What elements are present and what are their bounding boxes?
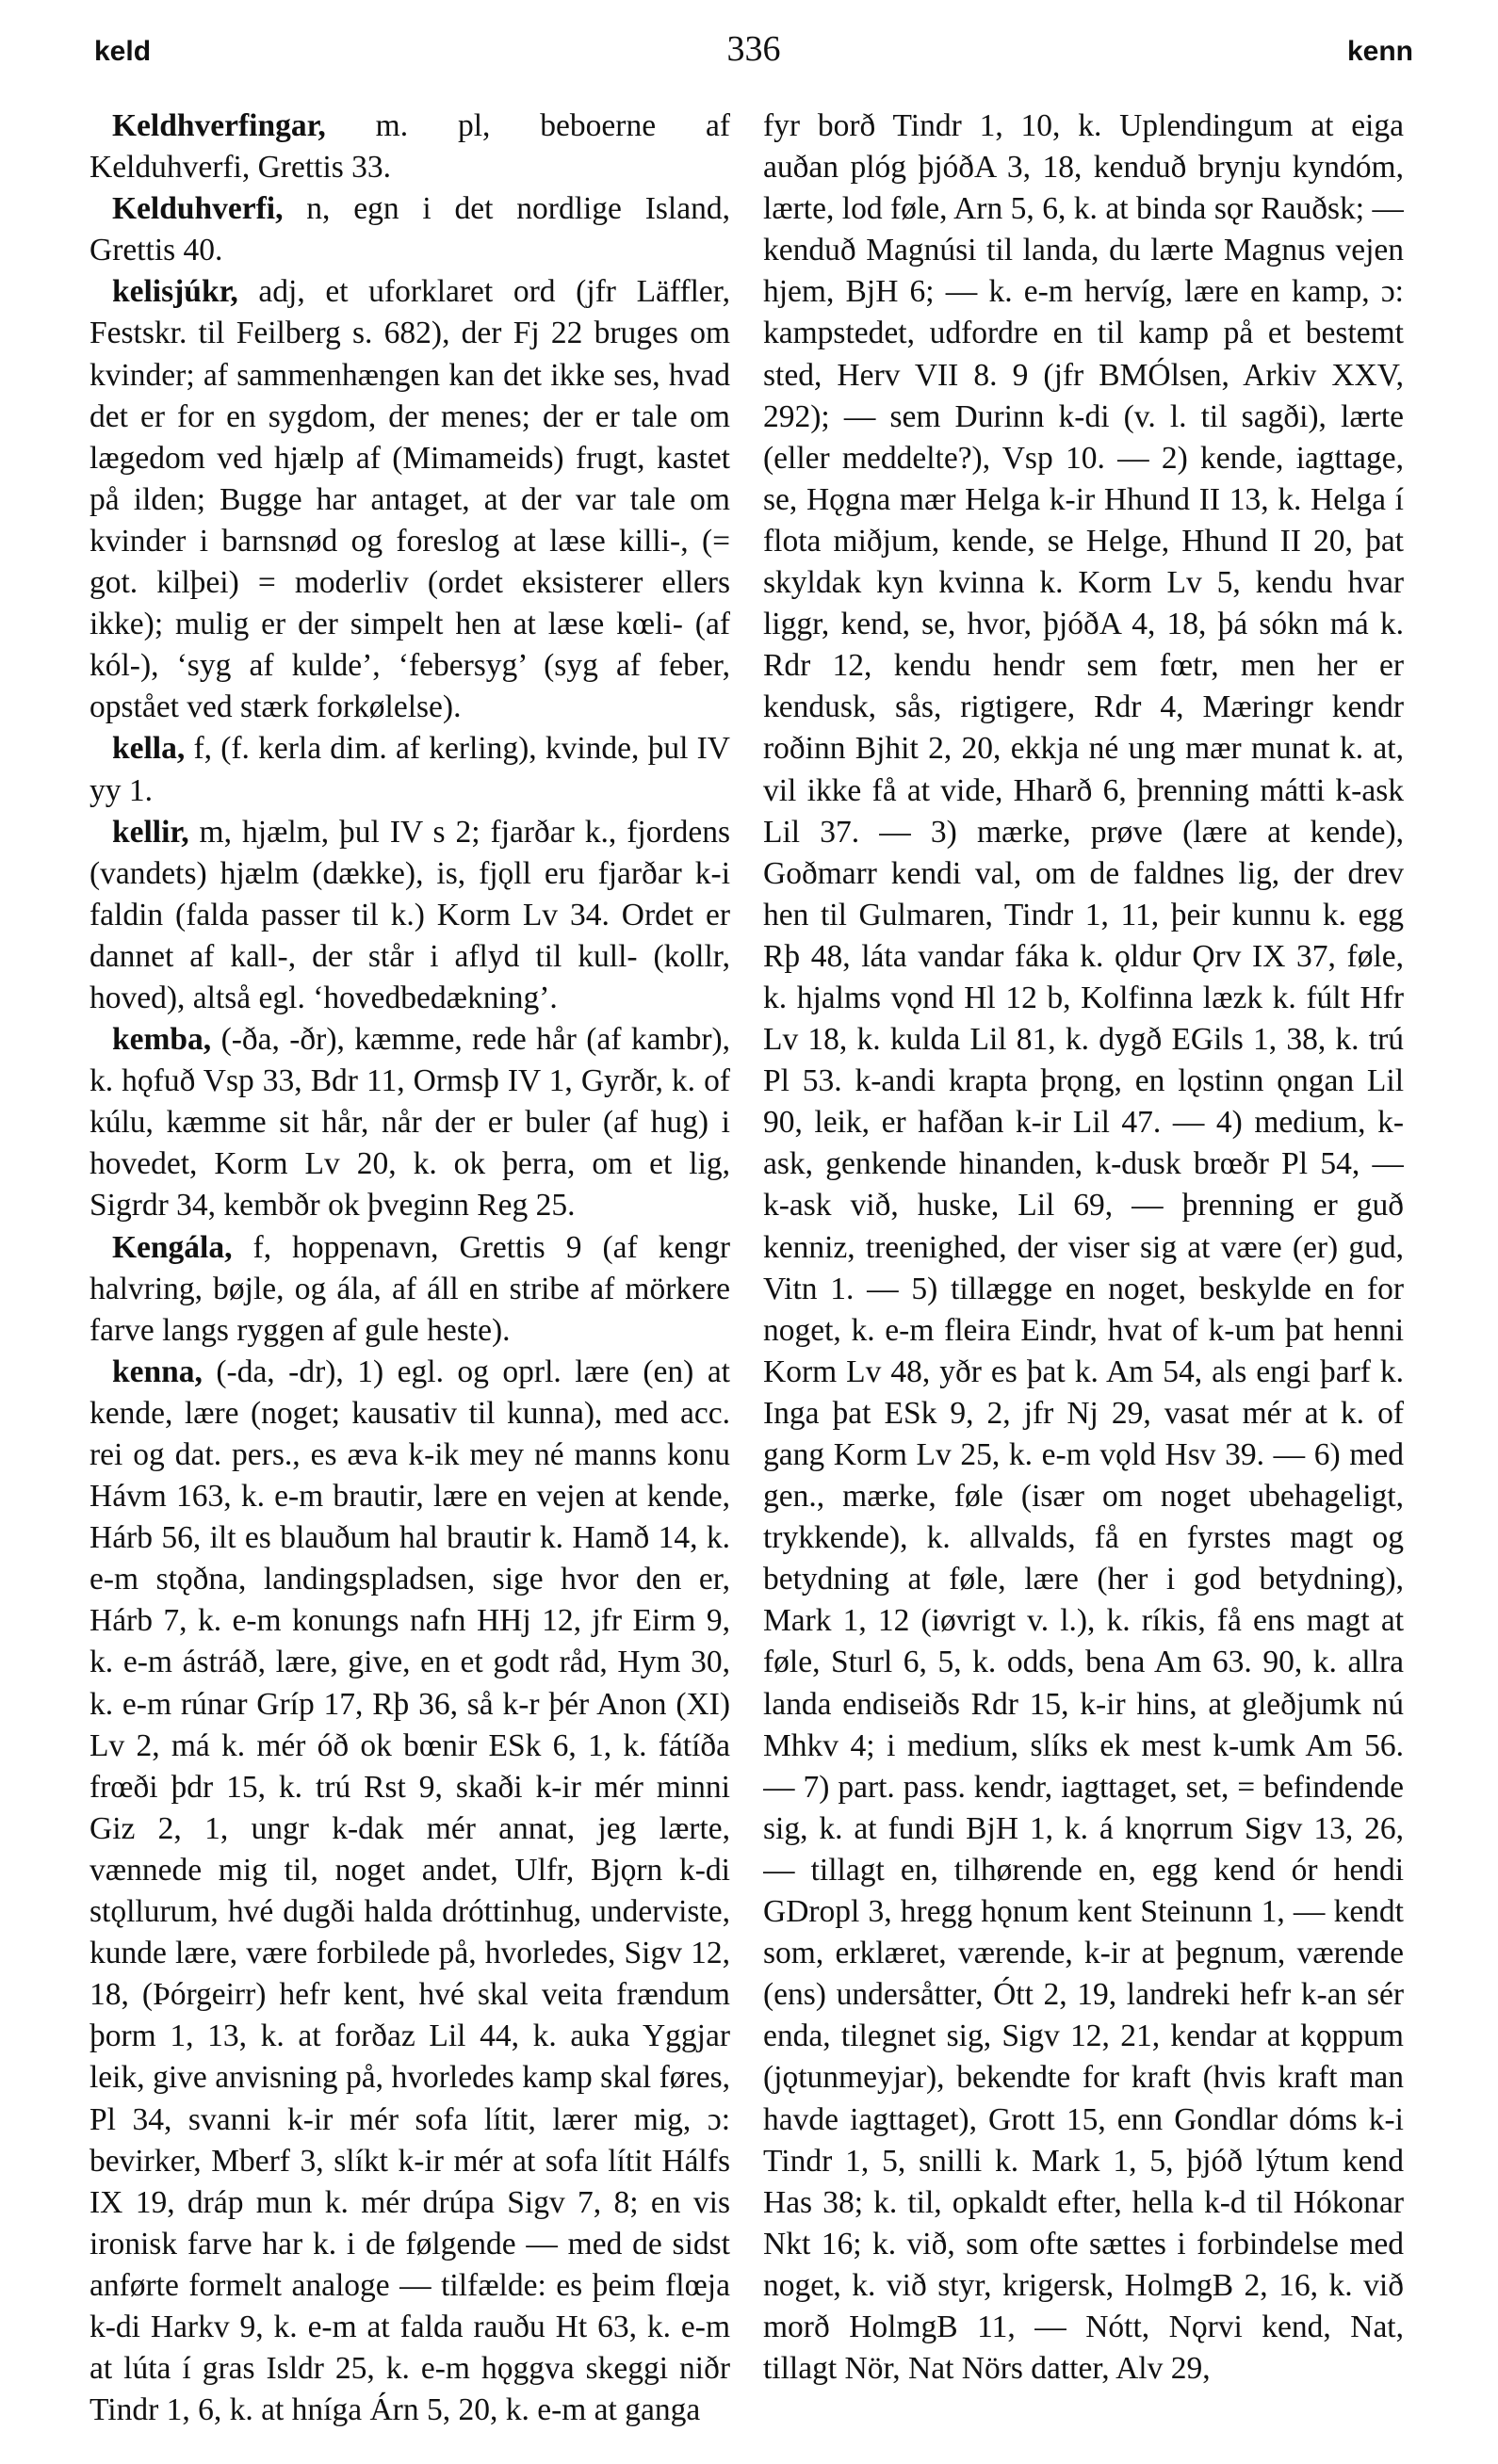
dictionary-entry bbox=[90, 1352, 730, 2431]
dictionary-entry bbox=[90, 271, 730, 728]
right-column bbox=[763, 105, 1404, 2441]
headword: kellir, bbox=[112, 814, 189, 850]
headword: kelisjúkr, bbox=[112, 274, 238, 310]
dictionary-entry bbox=[90, 105, 730, 188]
dictionary-entry bbox=[90, 812, 730, 1019]
entry-body: m, hjælm, þul IV s 2; fjarðar k., fjordens (vandets) hjælm (dække), is, fjǫll eru fjarðar k-i faldin (falda passer til k.) Korm Lv 34. Ordet er dannet af kall-, der står i aflyd til kull- (kollr, hoved), altså egl. ‘hovedbedækning’. bbox=[90, 814, 730, 1015]
headword: kemba, bbox=[112, 1022, 212, 1058]
page-header bbox=[94, 28, 1413, 75]
entry-body: (-ða, -ðr), kæmme, rede hår (af kambr), k. hǫfuð Vsp 33, Bdr 11, Ormsþ IV 1, Gyrðr, k. of kúlu, kæmme sit hår, når der er buler (af hug) i hovedet, Korm Lv 20, k. ok þerra, om et lig, Sigrdr 34, kembðr ok þveginn Reg 25. bbox=[90, 1022, 730, 1224]
left-column bbox=[90, 105, 730, 2441]
entry-body: n, egn i det nordlige Island, Grettis 40. bbox=[90, 191, 730, 268]
dictionary-entry-continuation bbox=[763, 105, 1404, 2390]
entry-body: (-da, -dr), 1) egl. og oprl. lære (en) at kende, lære (noget; kausativ til kunna), med acc. rei og dat. pers., es æva k-ik mey né manns konu Hávm 163, k. e-m brautir, lære en vejen at kende, Hárb 56, ilt es blauðum hal brautir k. Hamð 14, k. e-m stǫðna, landingspladsen, sige hvor den er, Hárb 7, k. e-m konungs nafn HHj 12, jfr Eirm 9, k. e-m ástráð, lære, give, en et godt råd, Hym 30, k. e-m rúnar Gríp 17, Rþ 36, så k-r þér Anon (XI) Lv 2, má k. mér óð ok bœnir ESk 6, 1, k. fátíða frœði þdr 15, k. trú Rst 9, skaði k-ir mér minni Giz 2, 1, ungr k-dak mér annat, jeg lærte, vænnede mig til, noget andet, Ulfr, Bjǫrn k-di stǫllurum, hvé dugði halda dróttinhug, underviste, kunde lære, være forbilede på, hvorledes, Sigv 12, 18, (Þórgeirr) hefr kent, hvé skal veita frændum þorm 1, 13, k. at forðaz Lil 44, k. auka Yggjar leik, give anvisning på, hvorledes kamp skal føres, Pl 34, svanni k-ir mér sofa lítit, lærer mig, ɔ: bevirker, Mberf 3, slíkt k-ir mér at sofa lítit Hálfs IX 19, dráp mun k. mér drúpa Sigv 7, 8; en vis ironisk farve har k. i de følgende — med de sidst anførte formelt analoge — tilfælde: es þeim flœja k-di Harkv 9, k. e-m at falda rauðu Ht 63, k. e-m at lúta í gras Isldr 25, k. e-m hǫggva skeggi niðr Tindr 1, 6, k. at hníga Árn 5, 20, k. e-m at ganga bbox=[90, 1354, 730, 2428]
page-number: 336 bbox=[726, 29, 781, 69]
header-left-word: keld bbox=[94, 36, 152, 67]
entry-body: f, hoppenavn, Grettis 9 (af kengr halvring, bøjle, og ála, af áll en stribe af mörkere farve langs ryggen af gule heste). bbox=[90, 1229, 730, 1348]
headword: kenna, bbox=[112, 1354, 203, 1389]
entry-body: m. pl, beboerne af Kelduhverfi, Grettis 33. bbox=[90, 108, 730, 186]
entry-body: adj, et uforklaret ord (jfr Läffler, Festskr. til Feilberg s. 682), der Fj 22 bruges om kvinder; af sammenhængen kan det ikke ses, hvad det er for en sygdom, der menes; der er tale om lægedom ved hjælp af (Mimameids) frugt, kastet på ilden; Bugge har antaget, at der var tale om kvinder i barnsnød og foreslog at læse killi-, (= got. kilþei) = moderliv (ordet eksisterer ellers ikke); mulig er der simpelt hen at læse kœli- (af kól-), ‘syg af kulde’, ‘febersyg’ (syg af feber, opstået ved stærk forkølelse). bbox=[90, 274, 730, 725]
header-right-word: kenn bbox=[1346, 36, 1413, 67]
entry-body: f, (f. kerla dim. af kerling), kvinde, þul IV yy 1. bbox=[90, 731, 730, 808]
headword: kella, bbox=[112, 731, 186, 767]
dictionary-entry bbox=[90, 1227, 730, 1352]
headword: Kengála, bbox=[112, 1229, 233, 1265]
entry-body: fyr borð Tindr 1, 10, k. Uplendingum at eiga auðan plóg þjóðA 3, 18, kenduð brynju kyndóm, lærte, lod føle, Arn 5, 6, k. at binda sǫr Rauðsk; — kenduð Magnúsi til landa, du lærte Magnus vejen hjem, BjH 6; — k. e-m hervíg, lære en kamp, ɔ: kampstedet, udfordre en til kamp på et bestemt sted, Herv VII 8. 9 (jfr BMÓlsen, Arkiv XXV, 292); — sem Durinn k-di (v. l. til sagði), lærte (eller meddelte?), Vsp 10. — 2) kende, iagttage, se, Hǫgna mær Helga k-ir Hhund II 13, k. Helga í flota miðjum, kende, se Helge, Hhund II 20, þat skyldak kyn kvinna k. Korm Lv 5, kendu hvar liggr, kend, se, hvor, þjóðA 4, 18, þá sókn má k. Rdr 12, kendu hendr sem fœtr, men her er kendusk, sås, rigtigere, Rdr 4, Mæringr kendr roðinn Bjhit 2, 20, ekkja né ung mær munat k. at, vil ikke få at vide, Hharð 6, þrenning mátti k-ask Lil 37. — 3) mærke, prøve (lære at kende), Goðmarr kendi val, om de faldnes lig, der drev hen til Gulmaren, Tindr 1, 11, þeir kunnu k. egg Rþ 48, láta vandar fáka k. ǫldur Ǫrv IX 37, føle, k. hjalms vǫnd Hl 12 b, Kolfinna læzk k. fúlt Hfr Lv 18, k. kulda Lil 81, k. dygð EGils 1, 38, k. trú Pl 53. k-andi krapta þrǫng, en lǫstinn ǫngan Lil 90, leik, er hafðan k-ir Lil 47. — 4) medium, k-ask, genkende hinanden, k-dusk brœðr Pl 54, — k-ask við, huske, Lil 69, — þrenning er guð kenniz, treenighed, der viser sig at være (er) gud, Vitn 1. — 5) tillægge en noget, beskylde en for noget, k. e-m fleira Eindr, hvat of k-um þat henni Korm Lv 48, yðr es þat k. Am 54, als engi þarf k. Inga þat ESk 9, 2, jfr Nj 29, vasat mér at k. of gang Korm Lv 25, k. e-m vǫld Hsv 39. — 6) med gen., mærke, føle (især om noget ubehageligt, trykkende), k. allvalds, få en fyrstes magt og betydning at føle, lære (her i god betydning), Mark 1, 12 (iøvrigt v. l.), k. ríkis, få ens magt at føle, Sturl 6, 5, k. odds, bena Am 63. 90, k. allra landa endiseiðs Rdr 15, k-ir hins, at gleðjumk nú Mhkv 4; i medium, slíks ek mest k-umk Am 56. — 7) part. pass. kendr, iagttaget, set, = befindende sig, k. at fundi BjH 1, k. á knǫrrum Sigv 13, 26, — tillagt en, tilhørende en, egg kend ór hendi GDropl 3, hregg hǫnum kent Steinunn 1, — kendt som, erklæret, værende, k-ir at þegnum, værende (ens) undersåtter, Ótt 2, 19, landreki hefr k-an sér enda, tilegnet sig, Sigv 12, 21, kendar at kǫppum (jǫtunmeyjar), bekendte for kraft (hvis kraft man havde iagttaget), Grott 15, enn Gondlar dóms k-i Tindr 1, 5, snilli k. Mark 1, 5, þjóð lýtum kend Has 38; k. til, opkaldt efter, hella k-d til Hókonar Nkt 16; k. við, som ofte sættes i forbindelse med noget, k. við styr, krigersk, HolmgB 2, 16, k. við morð HolmgB 11, — Nótt, Nǫrvi kend, Nat, tillagt Nör, Nat Nörs datter, Alv 29, bbox=[763, 108, 1404, 2387]
headword: Keldhverfingar, bbox=[112, 108, 326, 143]
dictionary-entry bbox=[90, 188, 730, 271]
headword: Kelduhverfi, bbox=[112, 191, 284, 227]
dictionary-entry bbox=[90, 1019, 730, 1226]
dictionary-entry bbox=[90, 728, 730, 811]
